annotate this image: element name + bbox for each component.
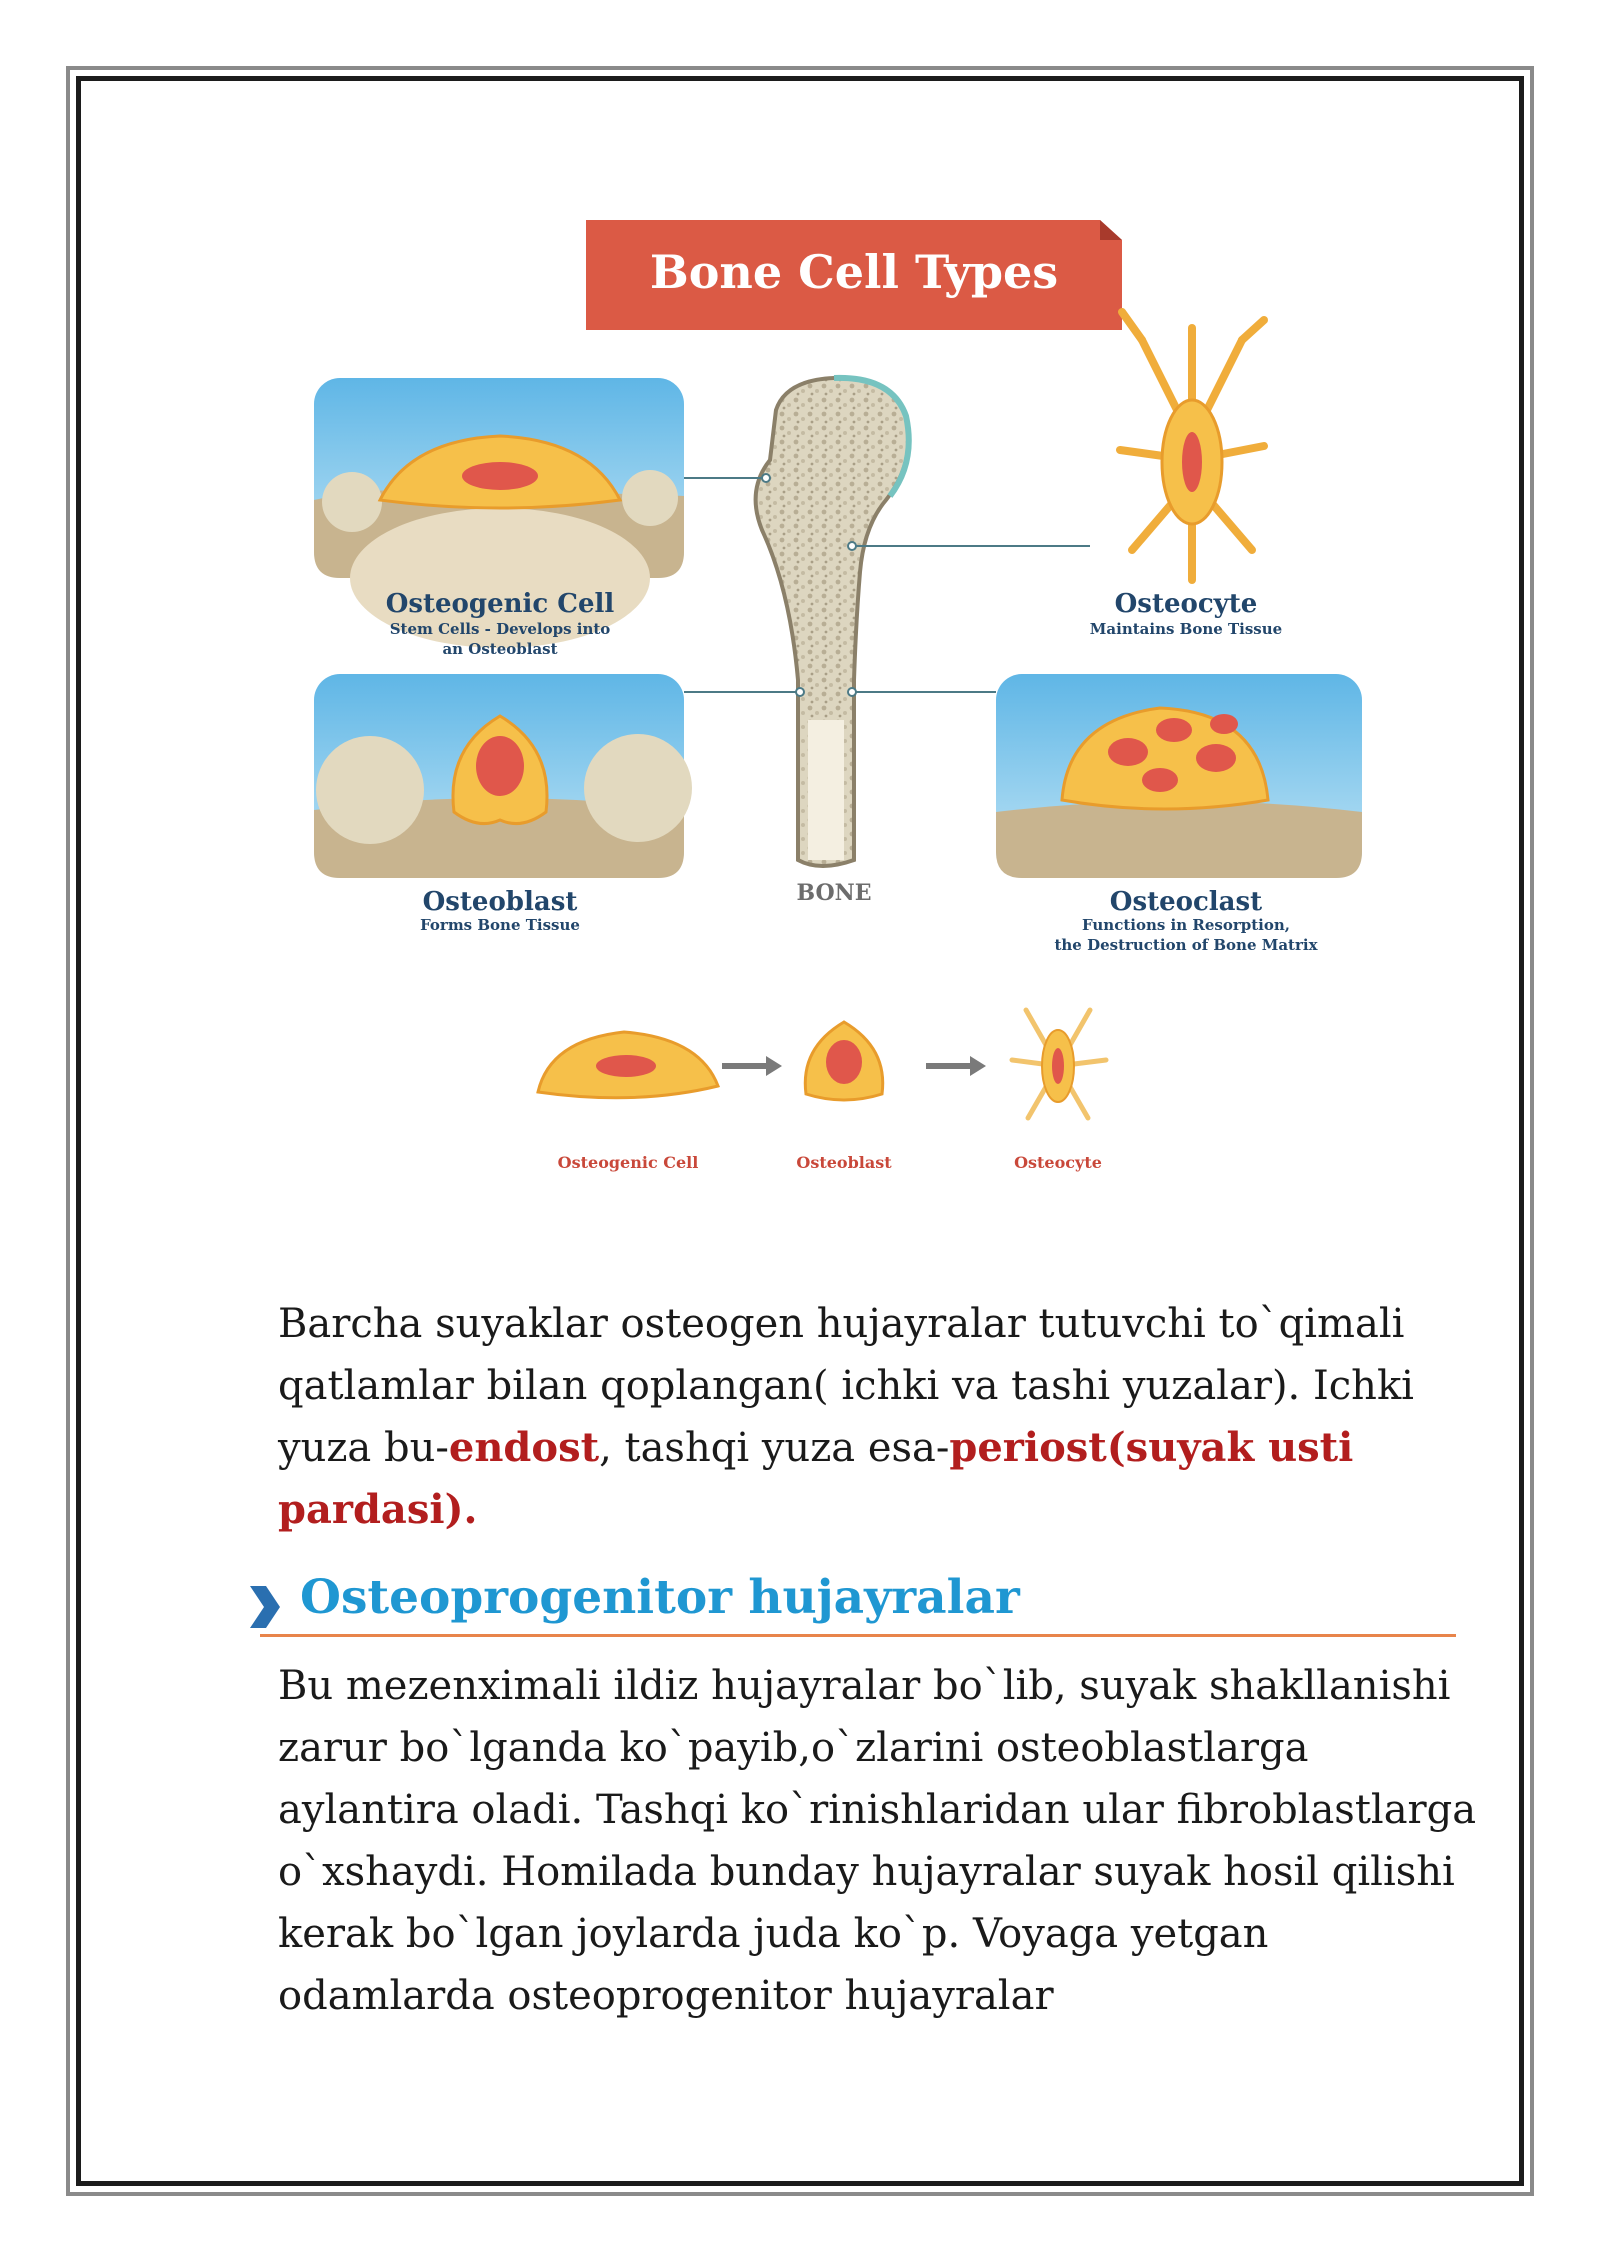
svg-text:Maintains Bone Tissue: Maintains Bone Tissue [1089, 620, 1283, 638]
intro-text-2: , tashqi yuza esa- [599, 1425, 950, 1471]
differentiation-sequence [538, 1010, 1106, 1172]
chevron-right-icon [246, 1584, 282, 1630]
section-heading [246, 1570, 1466, 1638]
svg-text:an Osteoblast: an Osteoblast [442, 640, 558, 658]
sequence-label-osteogenic: Osteogenic Cell [557, 1153, 699, 1172]
cell-label-osteoblast [420, 887, 580, 934]
figure-title: Bone Cell Types [649, 245, 1059, 299]
bone-cell-types-figure [260, 200, 1420, 1200]
figure-title-banner [586, 220, 1122, 330]
svg-text:the Destruction of Bone Matrix: the Destruction of Bone Matrix [1054, 936, 1318, 954]
section-heading-underline [260, 1634, 1456, 1637]
osteoprogenitor-paragraph: Bu mezenximali ildiz hujayralar bo`lib, suyak shakllanishi zarur bo`lganda ko`payib,o`zlarini osteoblastlarga aylantira oladi. Tashqi ko`rinishlaridan ular fibroblastlarga o`xshaydi. Homilada bunday hujayralar suyak hosil qilishi kerak bo`lgan joylarda juda ko`p. Voyaga yetgan odamlarda osteoprogenitor hujayralar [278, 1663, 1477, 2019]
arrow-right-icon [722, 1056, 782, 1076]
osteocyte-illustration [1120, 312, 1264, 580]
svg-text:Osteocyte: Osteocyte [1114, 589, 1258, 619]
term-periost: periost(suyak usti pardasi). [278, 1424, 1354, 1533]
bone-label: BONE [796, 880, 872, 906]
svg-text:Functions in Resorption,: Functions in Resorption, [1082, 916, 1290, 934]
sequence-label-osteocyte: Osteocyte [1014, 1153, 1102, 1172]
section-heading-text: Osteoprogenitor hujayralar [300, 1570, 1020, 1625]
intro-text-1: Barcha suyaklar osteogen hujayralar tutuvchi to`qimali qatlamlar bilan qoplangan( ichki va tashi yuzalar). Ichki yuza bu- [278, 1301, 1414, 1471]
cell-label-osteocyte [1090, 589, 1282, 638]
osteoclast-panel [996, 674, 1362, 878]
svg-text:Forms Bone Tissue: Forms Bone Tissue [420, 916, 580, 934]
intro-paragraph [278, 1293, 1478, 1541]
svg-text:Osteoclast: Osteoclast [1109, 887, 1263, 917]
sequence-label-osteoblast: Osteoblast [796, 1153, 892, 1172]
arrow-right-icon [926, 1056, 986, 1076]
term-endost: endost [448, 1424, 600, 1471]
svg-text:Stem Cells - Develops into: Stem Cells - Develops into [389, 620, 611, 638]
cell-label-osteogenic [386, 589, 615, 658]
cell-label-osteoclast [1054, 887, 1318, 954]
osteoblast-panel [314, 674, 692, 878]
svg-text:Osteoblast: Osteoblast [422, 887, 578, 917]
svg-text:Osteogenic Cell: Osteogenic Cell [385, 589, 615, 619]
